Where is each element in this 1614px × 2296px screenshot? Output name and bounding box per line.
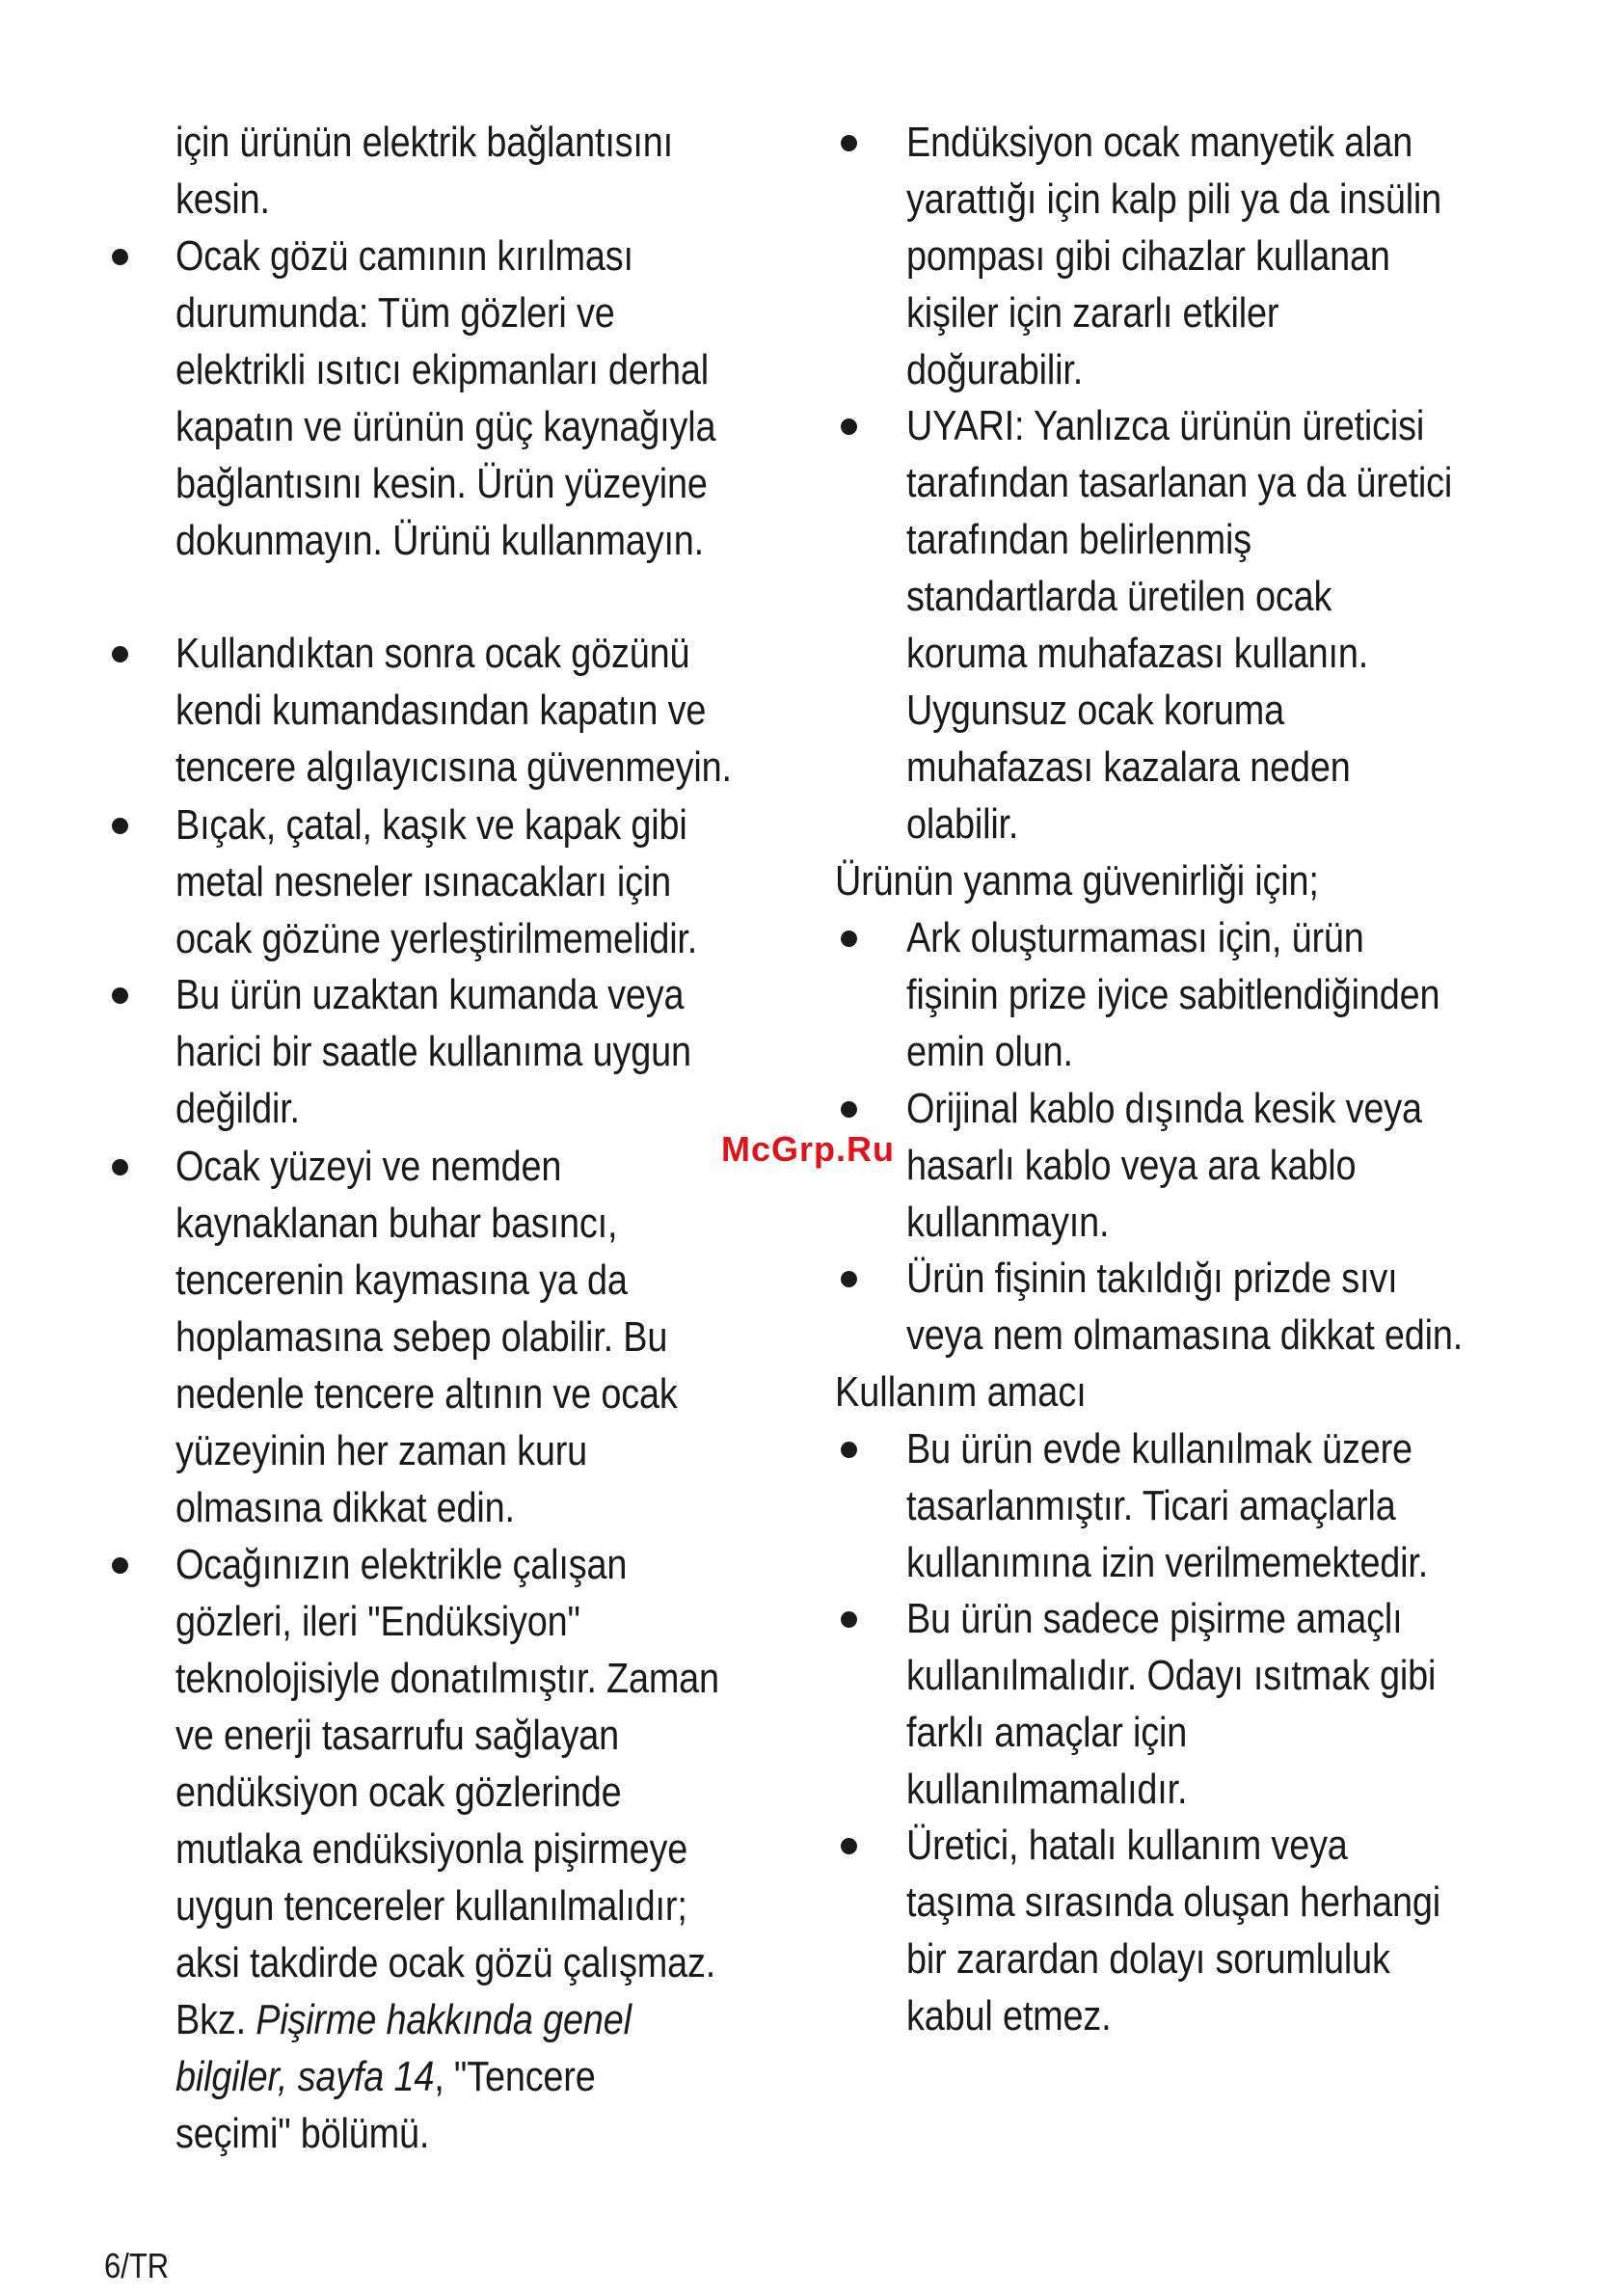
list-item-text: tencere algılayıcısına güvenmeyin.	[175, 743, 732, 791]
bullet-icon	[112, 987, 128, 1004]
list-item-text: doğurabilir.	[906, 346, 1084, 393]
bullet-icon	[841, 419, 857, 435]
list-item-text: pompası gibi cihazlar kullanan	[906, 232, 1390, 280]
list-item-text: standartlarda üretilen ocak	[906, 573, 1332, 620]
list-item-text: teknolojisiyle donatılmıştır. Zaman	[175, 1655, 719, 1702]
list-item-text: kaynaklanan buhar basıncı,	[175, 1200, 618, 1247]
list-item-text: emin olun.	[906, 1028, 1073, 1075]
bullet-icon	[841, 135, 857, 151]
watermark-text: McGrp.Ru	[721, 1129, 896, 1169]
list-item-text: fişinin prize iyice sabitlendiğinden	[906, 971, 1440, 1018]
list-item-text: Kullandıktan sonra ocak gözünü	[175, 630, 690, 677]
bullet-icon	[841, 1838, 857, 1854]
bullet-icon	[112, 249, 128, 265]
list-item-text: muhafazası kazalara neden	[906, 743, 1351, 791]
list-item-text: Bıçak, çatal, kaşık ve kapak gibi	[175, 801, 687, 849]
page-number: 6/TR	[104, 2246, 170, 2285]
list-item-text: Ocak gözü camının kırılması	[175, 232, 633, 280]
list-item-text: mutlaka endüksiyonla pişirmeye	[175, 1825, 688, 1873]
list-item-text: kişiler için zararlı etkiler	[906, 289, 1279, 337]
bullet-icon	[841, 1611, 857, 1628]
list-item-text: kabul etmez.	[906, 1992, 1112, 2039]
list-item-text: Bu ürün sadece pişirme amaçlı	[906, 1595, 1403, 1642]
list-item-text: ve enerji tasarrufu sağlayan	[175, 1712, 620, 1759]
list-item-text: nedenle tencere altının ve ocak	[175, 1370, 678, 1418]
list-item-text: endüksiyon ocak gözlerinde	[175, 1769, 622, 1816]
list-item-text: bir zarardan dolayı sorumluluk	[906, 1935, 1390, 1983]
list-item-text: aksi takdirde ocak gözü çalışmaz.	[175, 1939, 716, 1986]
reference-link-text: Pişirme hakkında genel	[256, 1996, 632, 2043]
bullet-icon	[112, 1159, 128, 1175]
list-item-text: hoplamasına sebep olabilir. Bu	[175, 1313, 668, 1361]
reference-suffix: , "Tencere	[434, 2053, 596, 2100]
list-item-text: kesin.	[175, 176, 270, 223]
list-item-text: taşıma sırasında oluşan herhangi	[906, 1878, 1441, 1926]
list-item-text: metal nesneler ısınacakları için	[175, 858, 671, 905]
list-item-text: harici bir saatle kullanıma uygun	[175, 1028, 691, 1075]
list-item-text: tarafından tasarlanan ya da üretici	[906, 459, 1453, 506]
list-item-text: uygun tencereler kullanılmalıdır;	[175, 1882, 687, 1930]
list-item-text: UYARI: Yanlızca ürünün üreticisi	[906, 402, 1425, 449]
reference-prefix: Bkz.	[175, 1996, 256, 2043]
bullet-icon	[112, 646, 128, 662]
list-item-text: Uygunsuz ocak koruma	[906, 687, 1284, 734]
bullet-icon	[841, 1101, 857, 1118]
list-item-text: koruma muhafazası kullanın.	[906, 630, 1369, 677]
list-item-text: durumunda: Tüm gözleri ve	[175, 289, 615, 337]
list-item-text: Ocağınızın elektrikle çalışan	[175, 1541, 628, 1588]
section-intro-text: Ürünün yanma güvenirliği için;	[835, 857, 1319, 905]
list-item-text: tasarlanmıştır. Ticari amaçlarla	[906, 1482, 1396, 1529]
list-item-text: dokunmayın. Ürünü kullanmayın.	[175, 517, 705, 564]
list-item-text: gözleri, ileri "Endüksiyon"	[175, 1598, 580, 1645]
bullet-icon	[841, 931, 857, 947]
list-item-text: yüzeyinin her zaman kuru	[175, 1427, 588, 1474]
bullet-icon	[112, 1557, 128, 1574]
list-item-text: kapatın ve ürünün güç kaynağıyla	[175, 403, 716, 450]
reference-line	[175, 1991, 632, 2048]
list-item-text: bağlantısını kesin. Ürün yüzeyine	[175, 460, 708, 507]
list-item-text: Bu ürün evde kullanılmak üzere	[906, 1425, 1412, 1472]
list-item-text: ocak gözüne yerleştirilmemelidir.	[175, 915, 698, 962]
reference-line	[175, 2048, 596, 2105]
list-item-text: Endüksiyon ocak manyetik alan	[906, 119, 1413, 166]
list-item-text: kullanmayın.	[906, 1199, 1110, 1246]
list-item-text: farklı amaçlar için	[906, 1709, 1188, 1756]
list-item-text: tencerenin kaymasına ya da	[175, 1256, 628, 1304]
list-item-text: Orijinal kablo dışında kesik veya	[906, 1085, 1422, 1132]
section-heading: Kullanım amacı	[835, 1368, 1087, 1416]
bullet-icon	[841, 1442, 857, 1458]
list-item-text: olmasına dikkat edin.	[175, 1484, 515, 1531]
list-item-text: tarafından belirlenmiş	[906, 516, 1251, 563]
list-item-text: hasarlı kablo veya ara kablo	[906, 1142, 1357, 1189]
list-item-text: kullanımına izin verilmemektedir.	[906, 1539, 1429, 1586]
list-item-text: değildir.	[175, 1085, 300, 1132]
bullet-icon	[841, 1271, 857, 1287]
list-item-text: Ark oluşturmaması için, ürün	[906, 914, 1364, 961]
reference-link-text: bilgiler, sayfa 14	[175, 2053, 435, 2100]
list-item-text: Bu ürün uzaktan kumanda veya	[175, 971, 685, 1018]
list-item-text: veya nem olmamasına dikkat edin.	[906, 1311, 1464, 1359]
reference-line: seçimi" bölümü.	[175, 2110, 430, 2157]
list-item-text: yarattığı için kalp pili ya da insülin	[906, 176, 1442, 223]
list-item-text: Ürün fişinin takıldığı prizde sıvı	[906, 1255, 1398, 1302]
list-item-text: Üretici, hatalı kullanım veya	[906, 1822, 1348, 1869]
list-item-text: olabilir.	[906, 800, 1019, 848]
list-item-text: için ürünün elektrik bağlantısını	[175, 119, 673, 166]
list-item-text: Ocak yüzeyi ve nemden	[175, 1143, 562, 1190]
list-item-text: kullanılmamalıdır.	[906, 1766, 1188, 1813]
list-item-text: elektrikli ısıtıcı ekipmanları derhal	[175, 346, 710, 393]
list-item-text: kendi kumandasından kapatın ve	[175, 687, 707, 734]
list-item-text: kullanılmalıdır. Odayı ısıtmak gibi	[906, 1652, 1437, 1699]
bullet-icon	[112, 818, 128, 834]
